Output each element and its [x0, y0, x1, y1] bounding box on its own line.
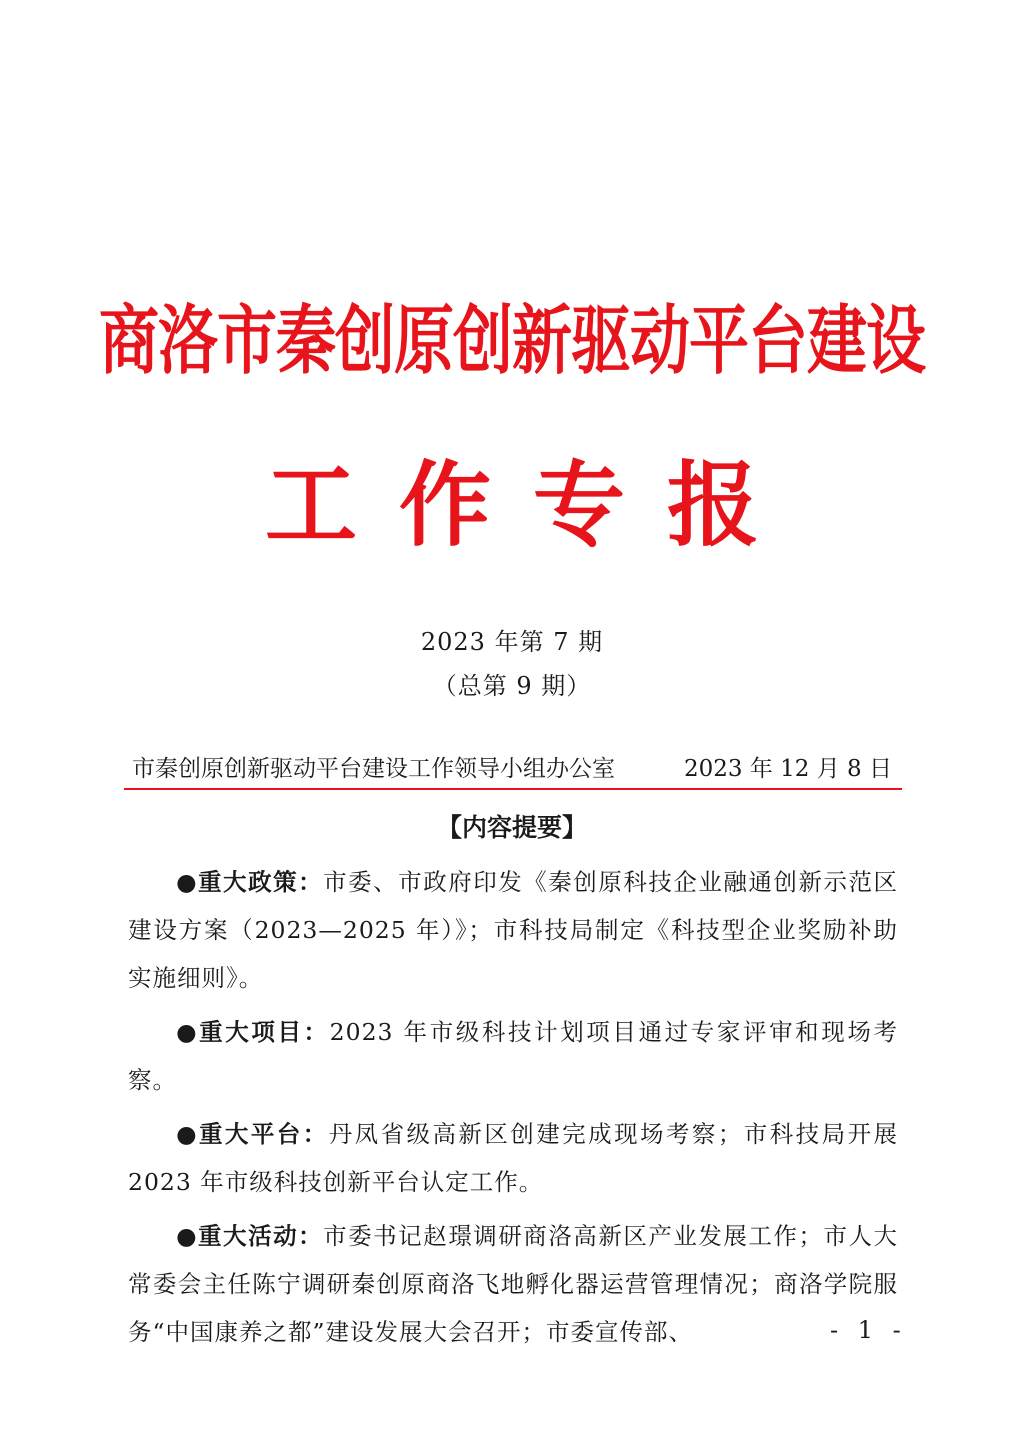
issuer-name: 市秦创原创新驱动平台建设工作领导小组办公室	[132, 756, 615, 782]
page-number: - 1 -	[830, 1316, 907, 1344]
summary-title: 【内容提要】	[436, 813, 587, 842]
issue-total-number: （总第 9 期）	[432, 672, 592, 700]
bullet-icon: ●	[176, 1120, 199, 1148]
summary-item-text: 2023 年市级科技计划项目通过专家评审和现场考察。	[128, 1018, 899, 1094]
issue-date: 2023 年 12 月 8 日	[684, 756, 892, 782]
bullet-icon: ●	[176, 868, 199, 896]
issue-number: 2023 年第 7 期	[420, 628, 604, 656]
document-title-line1: 商洛市秦创原创新驱动平台建设	[99, 297, 925, 385]
summary-body	[128, 858, 898, 1362]
summary-item-text: 丹凤省级高新区创建完成现场考察；市科技局开展 2023 年市级科技创新平台认定工作。	[128, 1120, 899, 1196]
summary-item-activity	[128, 1212, 898, 1356]
summary-item-policy	[128, 858, 898, 1002]
bullet-icon: ●	[176, 1018, 200, 1046]
issuer-row	[132, 750, 892, 783]
summary-item-project	[128, 1008, 898, 1104]
summary-item-label: 重大政策：	[198, 868, 324, 896]
bullet-icon: ●	[176, 1222, 199, 1250]
summary-item-label: 重大平台：	[198, 1120, 329, 1148]
red-divider	[124, 788, 902, 790]
document-title-line2: 工作专报	[264, 451, 801, 559]
summary-item-platform	[128, 1110, 898, 1206]
summary-item-text: 市委书记赵璟调研商洛高新区产业发展工作；市人大常委会主任陈宁调研秦创原商洛飞地孵化器运营管理情况；商洛学院服务“中国康养之都”建设发展大会召开；市委宣传部、	[128, 1222, 899, 1346]
summary-item-label: 重大项目：	[199, 1018, 330, 1046]
summary-item-label: 重大活动：	[198, 1222, 324, 1250]
summary-item-text: 市委、市政府印发《秦创原科技企业融通创新示范区建设方案（2023—2025 年）》；市科技局制定《科技型企业奖励补助实施细则》。	[128, 868, 899, 992]
